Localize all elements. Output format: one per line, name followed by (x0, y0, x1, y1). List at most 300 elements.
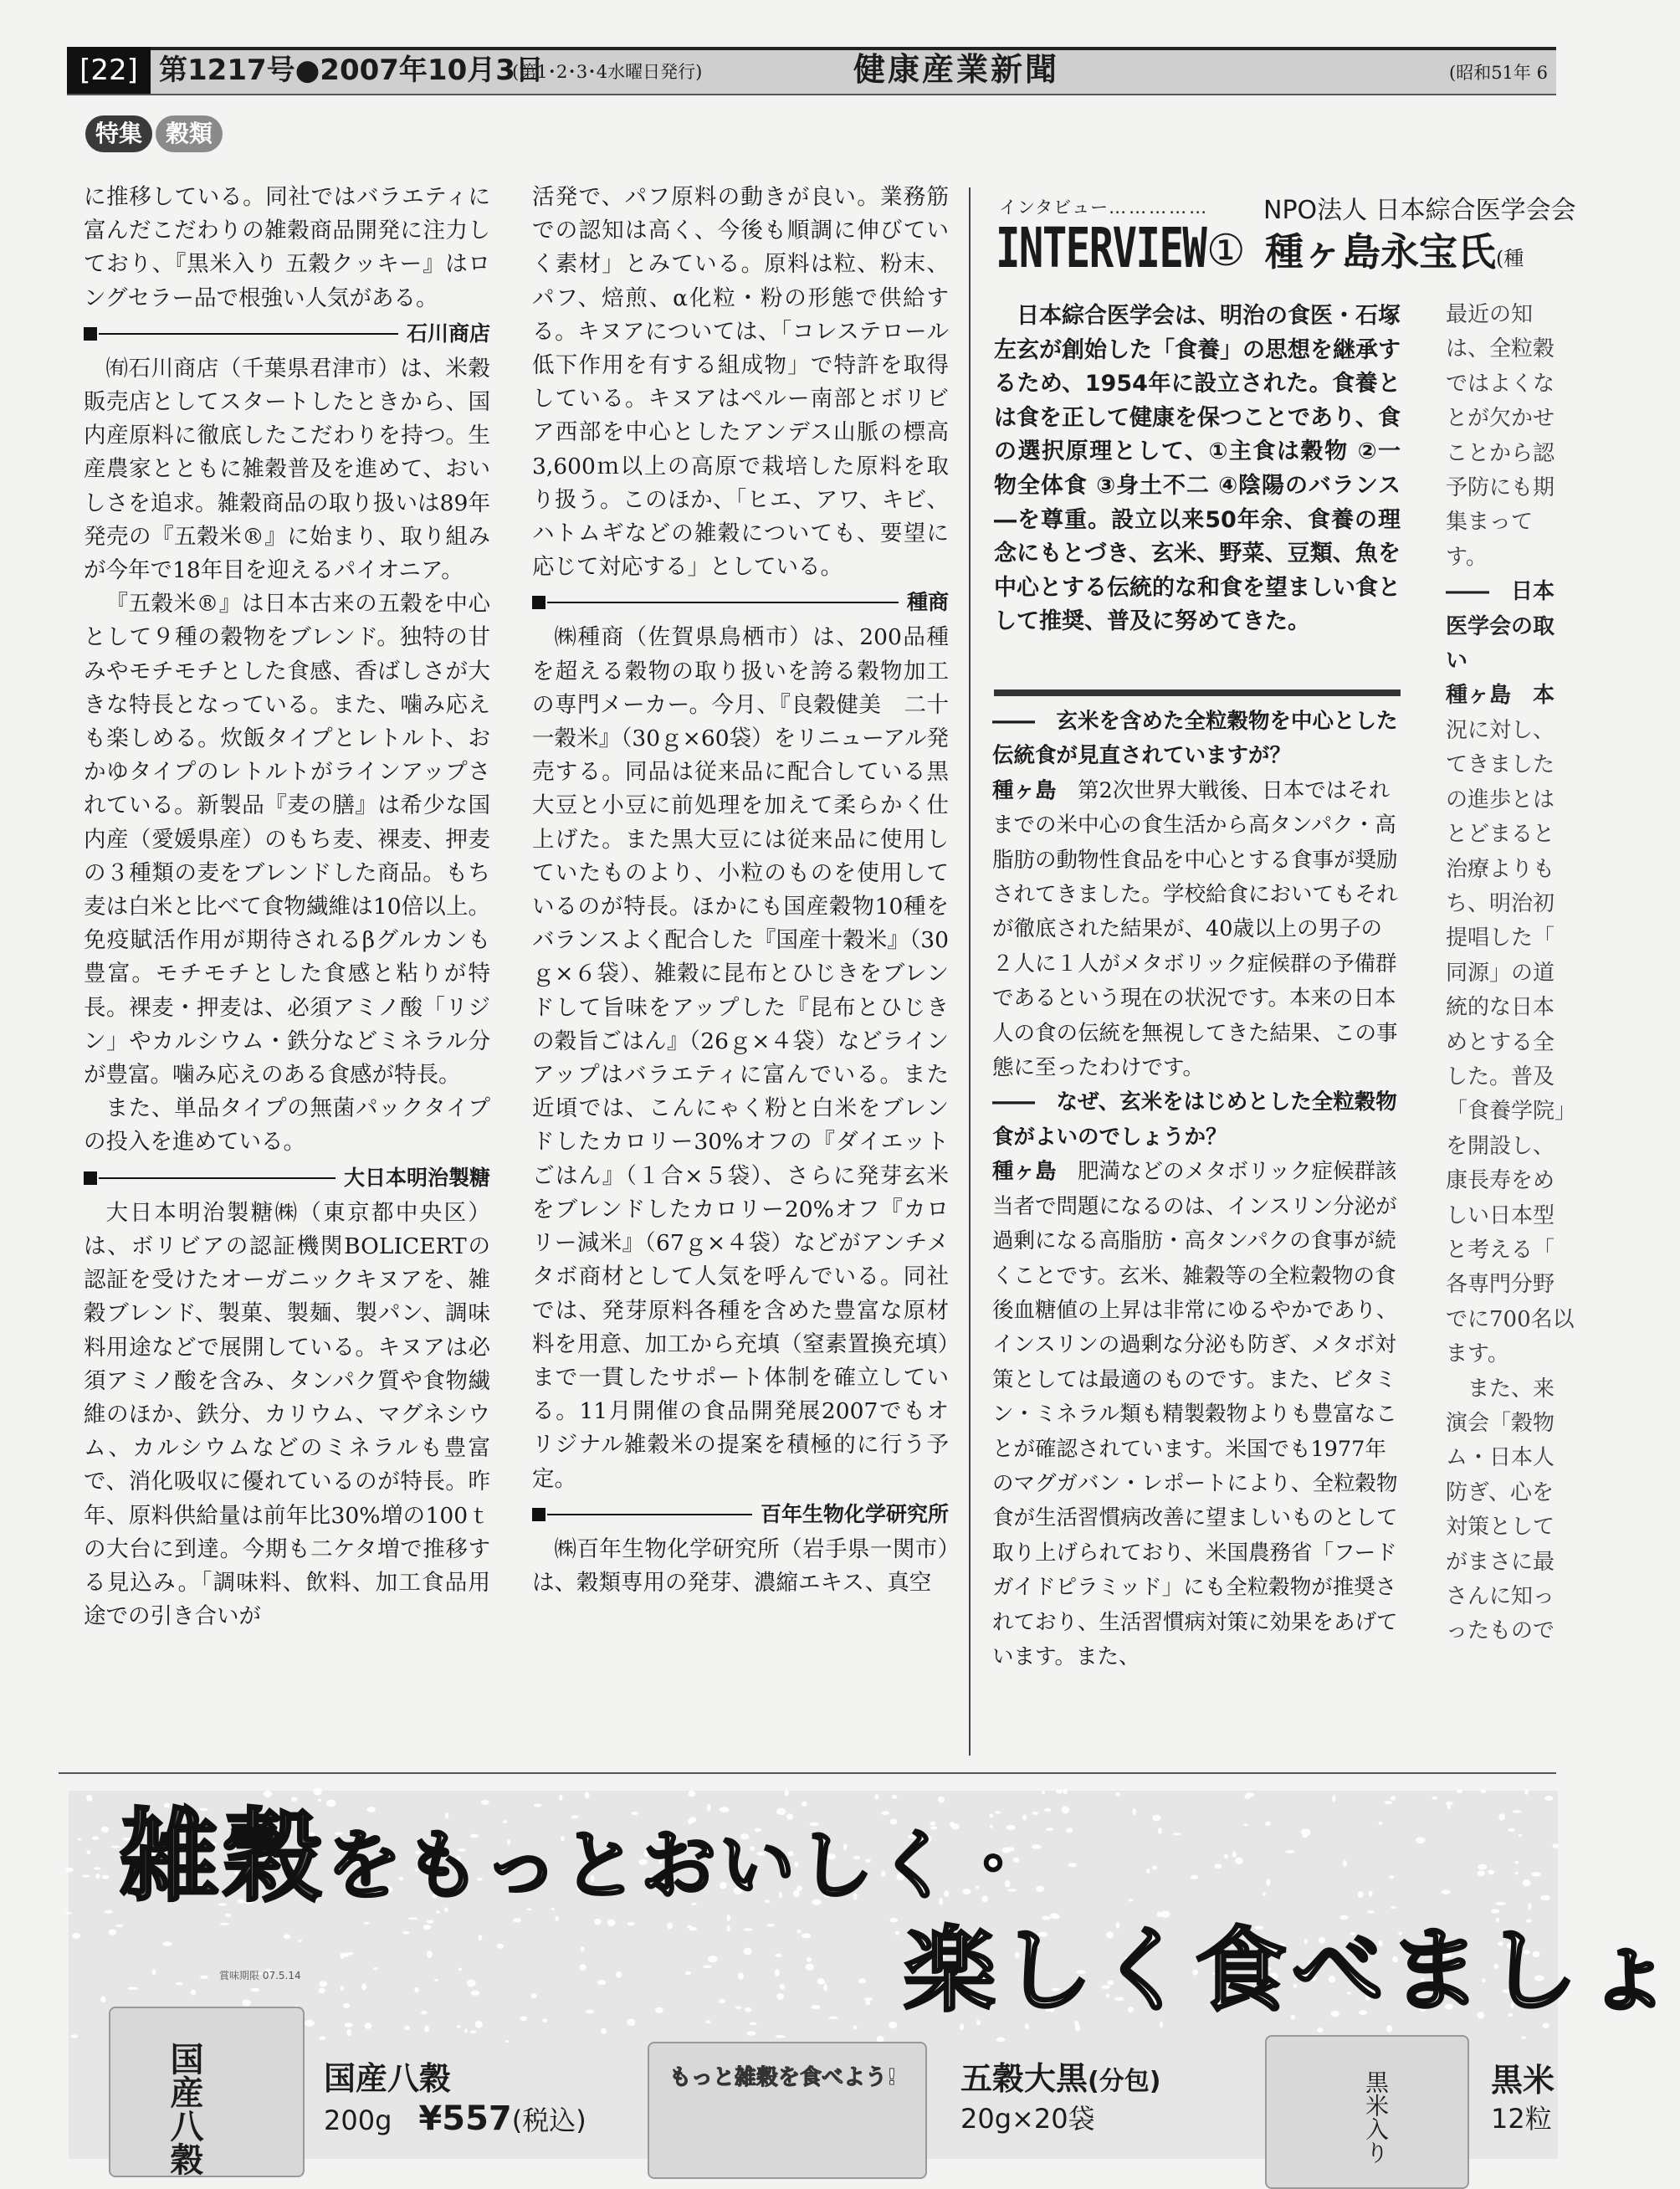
ad-dot (1496, 1902, 1506, 1905)
ad-dot (92, 1837, 99, 1840)
ad-dot (820, 1980, 825, 1984)
ad-dot (404, 2026, 410, 2030)
ad-dot (94, 1867, 101, 1869)
cutoff-line: さんに知っ (1446, 1584, 1555, 1610)
ad-dot (1386, 2025, 1392, 2033)
ad-dot (1146, 1869, 1150, 1874)
ad-dot (424, 2026, 429, 2032)
lead-divider (994, 690, 1401, 696)
ad-dot (1432, 1797, 1437, 1800)
ad-dot (802, 1933, 812, 1938)
cutoff-line: 康長寿をめ (1446, 1168, 1555, 1194)
ad-dot (938, 1797, 945, 1803)
ad-dot (1215, 1863, 1222, 1869)
ad-dot (470, 2030, 477, 2033)
cutoff-line: 集まって (1446, 510, 1534, 536)
special-tag: 特集 (85, 115, 152, 152)
ad-divider (59, 1772, 1556, 1774)
ad-dot (427, 1951, 433, 1958)
ad-dot (776, 2035, 785, 2038)
cutoff-line: 提唱した「 (1446, 925, 1555, 951)
cutoff-line: てきました (1446, 752, 1555, 778)
product-spec (324, 2100, 586, 2139)
ad-dot (1553, 1843, 1559, 1848)
ad-dot (467, 1980, 476, 1987)
ad-dot (1285, 1850, 1295, 1853)
cutoff-line: 最近の知 (1446, 302, 1534, 327)
ad-dot (505, 2040, 509, 2043)
ad-dot (559, 1795, 562, 1801)
product-tax-note: (税込) (511, 2104, 586, 2136)
cutoff-line: と考える「 (1446, 1237, 1555, 1263)
ad-dot (250, 1988, 259, 1992)
ad-dot (1152, 1866, 1158, 1870)
ad-dot (344, 1952, 349, 1957)
ad-dot (1128, 1899, 1133, 1901)
ad-dot (1514, 1872, 1518, 1874)
package-label: もっと雑穀を食べよう! (669, 2065, 897, 2090)
cutoff-line: ―― 日本 (1446, 579, 1555, 605)
product-name (960, 2058, 1160, 2102)
ad-dot (1379, 1822, 1383, 1825)
ad-dot (892, 1795, 898, 1799)
interview-number: ① (1206, 226, 1246, 276)
paragraph: また、単品タイプの無菌パックタイプの投入を進めている。 (84, 1095, 490, 1156)
ad-dot (874, 1794, 878, 1800)
ad-dot (1066, 1828, 1073, 1833)
ad-dot (627, 1922, 635, 1925)
ad-dot (719, 1999, 725, 2004)
product-weight: 200g (324, 2104, 392, 2136)
ad-dot (82, 1875, 90, 1878)
cutoff-line: 医学会の取 (1446, 613, 1555, 639)
ad-dot (65, 1912, 72, 1915)
ad-dot (264, 1791, 272, 1797)
ad-headline-1 (119, 1799, 1034, 1916)
ad-dot (95, 1874, 100, 1879)
newspaper-header (0, 0, 1550, 99)
ad-dot (627, 2018, 635, 2026)
ad-dot (812, 2005, 821, 2009)
ad-dot (1389, 1875, 1394, 1879)
ad-dot (1191, 1875, 1198, 1879)
cutoff-line: を開設し、 (1446, 1133, 1555, 1159)
ad-dot (727, 1925, 730, 1932)
speaker-name: 種ヶ島 (992, 1159, 1057, 1185)
ad-dot (1062, 1806, 1069, 1813)
ad-dot (738, 1972, 744, 1980)
ad-dot (775, 1954, 781, 1957)
speaker-name: 種ヶ島 (992, 777, 1057, 803)
ad-dot (542, 2018, 547, 2022)
ad-dot (895, 1930, 899, 1935)
ad-dot (1265, 1822, 1271, 1827)
paragraph: に推移している。同社ではバラエティに富んだこだわりの雑穀商品開発に注力しており、『黒米入り 五穀クッキー』はロングセラー品で根強い人気がある。 (84, 184, 490, 311)
cutoff-line: 「食養学院」 (1446, 1099, 1577, 1125)
ad-dot (116, 1925, 124, 1927)
ad-dot (703, 1966, 711, 1969)
ad-dot (242, 2000, 250, 2007)
ad-dot (689, 1791, 696, 1797)
product-name-suffix: (分包) (1088, 2067, 1161, 2096)
ad-dot (102, 1875, 110, 1879)
product-name-text: 五穀大黒 (960, 2060, 1088, 2097)
kicker-dots: …………… (1109, 197, 1210, 218)
issue-date: 第1217号●2007年10月3日 (159, 54, 544, 87)
ad-dot (421, 2011, 428, 2014)
paragraph: ㈱種商（佐賀県鳥栖市）は、200品種を超える穀物の取り扱いを誇る穀物加工の専門メーカー。今月、『良穀健美 二十一穀米』（30ｇ×60袋）をリニューアル発売する。同品は従来品に配合している黒大豆と小豆に前処理を加えて柔らかく仕上げた。また黒大豆には従来品に使用していたものより、小粒のものを使用しているのが特長。ほかにも国産穀物10種をバランスよく配合した『国産十穀米』（30ｇ×６袋）、雑穀に昆布とひじきをブレンドして旨味をアップした『昆布とひじきの穀旨ごはん』（26ｇ×４袋）などラインアップはバラエティに富んでいる。また近頃では、こんにゃく粉と白米をブレンドしたカロリー30%オフの『ダイエットごはん』（１合×５袋）、さらに発芽玄米をブレンドしたカロリー20%オフ『カロリー減米』（67ｇ×４袋）などがアンチメタボ商材として人気を呼んでいる。同社では、発芽原料各種を含めた豊富な原材料を用意、加工から充填（窒素置換充填）まで一貫したサポート体制を確立している。11月開催の食品開発展2007でもオリジナル雑穀米の提案を積極的に行う予定。 (532, 624, 949, 1492)
ad-dot (865, 2000, 870, 2006)
cutoff-line: 防ぎ、心を (1446, 1479, 1554, 1505)
ad-dot (364, 1922, 370, 1925)
issue-note: (第1･2･3･4水曜日発行) (512, 62, 703, 82)
ad-dot (1540, 1895, 1550, 1900)
cutoff-line: 演会「穀物 (1446, 1411, 1555, 1436)
paragraph: 『五穀米®』は日本古来の五穀を中心として９種の穀物をブレンド。独特の甘みやモチモチとした食感、香ばしさが大きな特長となっている。また、噛み応えも楽しめる。炊飯タイプとレトルト、おかゆタイプのレトルトがラインアップされている。新製品『麦の膳』は希少な国内産（愛媛県産）のもち麦、裸麦、押麦の３種類の麦をブレンドした商品。もち麦は白米と比べて食物繊維は10倍以上。免疫賦活作用が期待されるβグルカンも豊富。モチモチとした食感と粘りが特長。裸麦・押麦は、必須アミノ酸「リジン」やカルシウム・鉄分などミネラル分が豊富。噛み応えのある食感が特長。 (84, 591, 490, 1089)
kicker-label: インタビュー (999, 197, 1109, 218)
ad-dot (86, 1795, 92, 1802)
ad-dot (1521, 2036, 1526, 2038)
ad-dot (1232, 1851, 1237, 1858)
ad-dot (1152, 1815, 1160, 1822)
newspaper-title: 健康産業新聞 (853, 51, 1060, 88)
ad-dot (616, 1971, 622, 1978)
cutoff-line: でに700名以 (1446, 1306, 1575, 1332)
ad-dot (776, 1993, 784, 2001)
ad-dot (423, 1925, 431, 1930)
package-label: 国産八穀 (165, 2042, 203, 2176)
cutoff-line: 種ヶ島 本 (1446, 683, 1555, 709)
ad-dot (1369, 1890, 1373, 1896)
ad-dot (341, 1986, 344, 1991)
ad-dot (744, 1948, 752, 1956)
ad-dot (1317, 2028, 1323, 2033)
ad-dot (298, 1940, 302, 1942)
cutoff-line: 各専門分野 (1446, 1272, 1555, 1298)
ad-dot (1524, 1789, 1529, 1795)
ad-dot (607, 1920, 616, 1926)
ad-dot (775, 1969, 780, 1976)
ad-dot (555, 1916, 559, 1922)
ad-dot (996, 2038, 1006, 2042)
ad-dot (1491, 1909, 1499, 1913)
ad-dot (1498, 1813, 1505, 1820)
ad-headline-emphasis: 雑穀 (119, 1799, 326, 1915)
cutoff-line: とどまると (1446, 822, 1555, 848)
paragraph: ㈲石川商店（千葉県君津市）は、米穀販売店としてスタートしたときから、国内産原料に徹底したこだわりを持つ。生産農家とともに雑穀普及を進めて、おいしさを追求。雑穀商品の取り扱いは89年発売の『五穀米®』に始まり、取り組みが今年で18年目を迎えるパイオニア。 (84, 355, 490, 584)
cutoff-column (1446, 298, 1580, 1649)
interview-logo: INTERVIEW (996, 216, 1206, 280)
ad-dot (601, 2028, 607, 2034)
product-spec: 20g×20袋 (960, 2103, 1095, 2135)
ad-dot (471, 1990, 479, 1995)
ad-dot (78, 1838, 81, 1841)
ad-dot (408, 1917, 418, 1920)
ad-dot (101, 1827, 110, 1833)
ad-dot (585, 1792, 590, 1798)
ad-dot (1385, 1801, 1392, 1804)
ad-dot (1514, 1861, 1519, 1864)
era-note: (昭和51年 6 (1449, 63, 1548, 83)
lead-paragraph: 日本綜合医学会は、明治の食医・石塚左玄が創始した「食養」の思想を継承するため、1954年に設立された。食養とは食を正して健康を保つことであり、食の選択原理として、①主食は穀物 ②一物全体食 ③身土不二 ④陰陽のバランス―を尊重。設立以来50年余、食養の理念にもとづき、玄米、野菜、豆類、魚を中心とする伝統的な和食を望ましい食として推奨、普及に努めてきた。 (994, 303, 1401, 635)
ad-dot (320, 2037, 326, 2040)
ad-dot (1173, 1833, 1181, 1835)
product-package-image (109, 2007, 305, 2177)
ad-dot (785, 1790, 789, 1797)
ad-dot (305, 2020, 315, 2027)
ad-dot (373, 1967, 378, 1970)
ad-dot (1513, 1810, 1522, 1812)
cutoff-line: めとする全 (1446, 1029, 1555, 1055)
ad-dot (109, 1930, 117, 1935)
ad-dot (796, 1930, 801, 1933)
ad-headline-2: 楽しく食べましょ (904, 1917, 1680, 2024)
ad-dot (86, 1850, 90, 1854)
ad-dot (1235, 1857, 1242, 1864)
ad-dot (365, 2022, 372, 2029)
ad-dot (520, 2017, 527, 2021)
ad-dot (685, 1971, 691, 1975)
ad-dot (458, 1968, 463, 1971)
ad-dot (1478, 1864, 1487, 1870)
ad-dot (1246, 1792, 1254, 1797)
ad-dot (319, 1981, 327, 1987)
product-package-image (648, 2042, 927, 2179)
cutoff-line: しい日本型 (1446, 1202, 1555, 1228)
section-heading (84, 1161, 490, 1195)
interviewee-organization: NPO法人 日本綜合医学会会 (1263, 196, 1576, 225)
ad-date-note: 賞味期限 07.5.14 (219, 1970, 301, 1981)
article-column-1 (84, 181, 490, 1633)
ad-dot (1332, 1795, 1335, 1802)
topic-tag: 穀類 (156, 115, 223, 152)
name-text: 種ヶ島永宝氏 (1265, 229, 1496, 274)
ad-dot (346, 2029, 351, 2036)
ad-dot (151, 1969, 156, 1975)
advertisement (69, 1791, 1680, 2176)
ad-dot (497, 1944, 504, 1949)
ad-dot (1068, 1863, 1077, 1867)
ad-dot (1036, 1886, 1044, 1893)
ad-dot (586, 2010, 594, 2014)
ad-dot (414, 1987, 418, 1993)
cutoff-line: ち、明治初 (1446, 890, 1555, 916)
ad-dot (284, 1934, 290, 1939)
ad-dot (65, 1868, 74, 1872)
ad-dot (1266, 1879, 1270, 1886)
ad-dot (1477, 1871, 1485, 1876)
ad-dot (475, 2021, 483, 2028)
cutoff-line: とが欠かせ (1446, 406, 1555, 432)
ad-dot (434, 1979, 438, 1981)
ad-dot (1391, 1796, 1396, 1801)
ad-dot (1132, 1808, 1135, 1815)
ad-dot (163, 1941, 172, 1946)
ad-dot (128, 1987, 138, 1990)
answer (992, 774, 1402, 1086)
ad-dot (581, 1946, 585, 1951)
cutoff-line: の進歩とは (1446, 787, 1555, 813)
paragraph: 活発で、パフ原料の動きが良い。業務筋での認知は高く、今後も順調に伸びていく素材」とみている。原料は粒、粉末、パフ、焙煎、α化粒・粉の形態で供給する。キヌアについては、「コレステロール低下作用を有する組成物」で特許を取得している。キヌアはペルー南部とボリビア西部を中心としたアンデス山脈の標高3,600ｍ以上の高原で栽培した原料を取り扱う。このほか、「ヒエ、アワ、キビ、ハトムギなどの雑穀についても、要望に応じて対応する」としている。 (532, 184, 949, 581)
ad-dot (1528, 1904, 1531, 1910)
ad-dot (513, 1918, 521, 1922)
ad-dot (1523, 1879, 1531, 1886)
ad-dot (806, 1964, 814, 1971)
ad-dot (1116, 1792, 1120, 1797)
ad-dot (853, 2025, 858, 2029)
ad-dot (1457, 1789, 1462, 1793)
ad-dot (1224, 1854, 1228, 1858)
ad-dot (766, 1924, 774, 1927)
product-name: 国産八穀 (324, 2060, 452, 2097)
ad-dot (530, 1993, 537, 1998)
ad-dot (735, 2006, 742, 2009)
cutoff-line: ったもので (1446, 1618, 1555, 1644)
ad-dot (361, 1983, 366, 1990)
question: ―― なぜ、玄米をはじめとした全粒穀物食がよいのでしょうか？ (992, 1089, 1397, 1150)
ad-dot (1416, 1837, 1425, 1843)
ad-dot (191, 1990, 197, 1996)
product-spec: 12粒 (1491, 2103, 1552, 2135)
ad-dot (745, 2007, 752, 2012)
section-heading-label: 種商 (906, 590, 949, 615)
section-heading (532, 586, 949, 619)
ad-dot (1046, 1828, 1053, 1831)
ad-dot (1518, 1834, 1522, 1837)
ad-dot (823, 1984, 827, 1991)
ad-dot (402, 1931, 410, 1935)
cutoff-line: す。 (1446, 544, 1488, 570)
cutoff-line: した。普及 (1446, 1064, 1555, 1089)
ad-dot (464, 2028, 468, 2033)
ad-dot (807, 1957, 812, 1962)
cutoff-line: ム・日本人 (1446, 1445, 1555, 1471)
ad-dot (1343, 1860, 1347, 1867)
page-number: [22] (67, 47, 151, 94)
ad-dot (750, 2022, 757, 2025)
section-heading-label: 石川商店 (406, 320, 490, 346)
ad-dot (70, 2034, 78, 2038)
cutoff-line: ます。 (1446, 1341, 1509, 1367)
ad-dot (1531, 1872, 1540, 1876)
section-heading (84, 317, 490, 351)
ad-dot (780, 1984, 786, 1990)
ad-dot (1391, 1906, 1396, 1910)
ad-dot (1488, 1870, 1494, 1875)
ad-dot (340, 1953, 345, 1959)
cutoff-line: ことから認 (1446, 440, 1555, 466)
ad-dot (1244, 1824, 1248, 1827)
ad-dot (1358, 1891, 1364, 1898)
ad-dot (687, 1925, 692, 1929)
name-suffix: (種 (1496, 247, 1524, 270)
ad-dot (1044, 1808, 1051, 1812)
ad-dot (708, 1956, 718, 1962)
ad-dot (744, 1928, 753, 1931)
cutoff-line: また、来 (1446, 1376, 1555, 1402)
cutoff-line: 統的な日本 (1446, 995, 1555, 1021)
section-heading (532, 1498, 949, 1531)
question: ―― 玄米を含めた全粒穀物を中心とした伝統食が見直されていますが？ (992, 709, 1398, 769)
package-label: 黒米入り (1362, 2070, 1390, 2164)
ad-dot (706, 2020, 710, 2023)
ad-dot (579, 1964, 586, 1971)
ad-dot (313, 1787, 322, 1795)
ad-dot (802, 1802, 807, 1807)
product-package-image (1265, 2035, 1469, 2189)
ad-headline-rest: をもっとおいしく・ (326, 1822, 1034, 1910)
ad-dot (1442, 1889, 1451, 1894)
ad-dot (427, 1920, 434, 1924)
cutoff-line: 治療よりも (1446, 856, 1555, 882)
ad-dot (1508, 1828, 1515, 1832)
answer-text: 肥満などのメタボリック症候群該当者で問題になるのは、インスリン分泌が過剰になる高脂肪・高タンパクの食事が続くことです。玄米、雑穀等の全粒穀物の食後血糖値の上昇は非常にゆるやかであり、インスリンの過剰な分泌も防ぎ、メタボ対策としては最適のものです。また、ビタミン・ミネラル類も精製穀物よりも豊富なことが確認されています。米国でも1977年のマグガバン・レポートにより、全粒穀物食が生活習慣病改善に望ましいものとして取り上げられており、米国農務省「フードガイドピラミッド」にも全粒穀物が推奨されており、生活習慣病対策に効果をあげています。また、 (992, 1159, 1398, 1669)
ad-dot (326, 1800, 336, 1807)
interviewee-name (1265, 228, 1524, 283)
ad-dot (1367, 1910, 1375, 1914)
ad-dot (220, 1923, 229, 1925)
cutoff-line: 同源」の道 (1446, 960, 1555, 986)
ad-dot (889, 2022, 897, 2029)
ad-dot (1446, 1802, 1453, 1806)
product-price: ¥557 (418, 2099, 512, 2138)
ad-dot (1481, 1789, 1487, 1793)
ad-dot (1262, 1893, 1266, 1896)
ad-dot (828, 2017, 838, 2019)
ad-dot (1042, 1791, 1045, 1794)
column-divider (969, 187, 971, 1756)
cutoff-line: は、全粒穀 (1446, 336, 1555, 362)
ad-dot (534, 1803, 542, 1807)
cutoff-line: 予防にも期 (1446, 475, 1555, 501)
ad-dot (1301, 1828, 1310, 1836)
ad-dot (318, 1988, 325, 1994)
interview-column (992, 705, 1402, 1674)
ad-dot (72, 1933, 80, 1939)
ad-dot (594, 1919, 601, 1925)
answer-text: 第2次世界大戦後、日本ではそれまでの米中心の食生活から高タンパク・高脂肪の動物性食品を中心とする食事が奨励されてきました。学校給食においてもそれが徹底された結果が、40歳以上の男子の２人に１人がメタボリック症候群の予備群であるという現在の状況です。本来の日本人の食の伝統を無視してきた結果、この事態に至ったわけです。 (992, 777, 1398, 1081)
ad-dot (667, 1922, 673, 1929)
paragraph: ㈱百年生物化学研究所（岩手県一関市）は、穀類専用の発芽、濃縮エキス、真空 (532, 1535, 949, 1596)
article-column-2 (532, 181, 949, 1600)
ad-dot (858, 1978, 866, 1983)
ad-dot (176, 1982, 183, 1986)
cutoff-line: 対策として (1446, 1515, 1555, 1541)
section-heading-label: 百年生物化学研究所 (760, 1501, 949, 1526)
product-name: 黒米 (1491, 2062, 1555, 2099)
cutoff-line: がまさに最 (1446, 1549, 1555, 1575)
ad-dot (481, 1800, 489, 1805)
ad-dot (1056, 1789, 1063, 1793)
feature-tag (85, 115, 223, 154)
ad-dot (200, 1976, 208, 1979)
ad-dot (1075, 2025, 1080, 2032)
section-heading-label: 大日本明治製糖 (343, 1165, 490, 1190)
ad-dot (889, 1918, 898, 1922)
cutoff-line: ではよくな (1446, 371, 1555, 397)
ad-dot (1063, 1789, 1068, 1795)
paragraph: 大日本明治製糖㈱（東京都中央区）は、ボリビアの認証機関BOLICERTの認証を受けたオーガニックキヌアを、雑穀ブレンド、製菓、製麺、製パン、調味料用途などで展開している。キヌアは必須アミノ酸を含み、タンパク質や食物繊維のほか、鉄分、カリウム、マグネシウム、カルシウムなどのミネラルも豊富で、消化吸収に優れているのが特長。昨年、原料供給量は前年比30%増の100ｔの大台に到達。今期も二ケタ増で推移する見込み。「調味料、飲料、加工食品用途での引き合いが (84, 1199, 490, 1630)
ad-dot (457, 2025, 461, 2028)
cutoff-line: い (1446, 648, 1468, 674)
ad-dot (104, 1910, 113, 1914)
ad-dot (343, 2003, 350, 2008)
ad-dot (655, 2007, 663, 2013)
answer (992, 1155, 1402, 1674)
ad-dot (1158, 1828, 1162, 1834)
ad-dot (1544, 1796, 1553, 1801)
ad-dot (478, 1935, 482, 1940)
